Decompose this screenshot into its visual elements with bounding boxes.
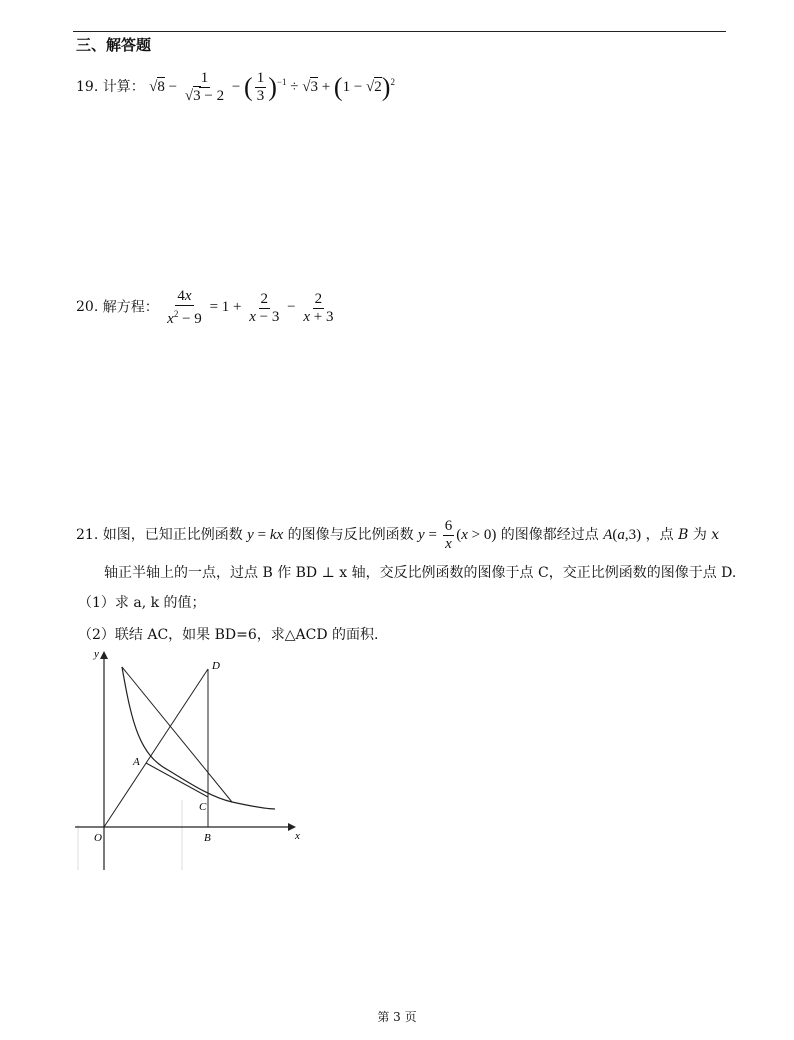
text-segment: 的图像与反比例函数 bbox=[287, 526, 414, 543]
text-segment: ，点 bbox=[645, 526, 674, 543]
question-21-line-1: 21. 如图，已知正比例函数 y = kx 的图像与反比例函数 y = $\frac{6}{x}$ (x > 0) 的图像都经过点 A(a,3) ，点 B 为 x bbox=[76, 518, 720, 552]
question-19 bbox=[76, 70, 395, 105]
header-rule bbox=[73, 31, 726, 32]
question-21-line-2: 轴正半轴上的一点，过点 B 作 BD ⊥ x 轴，交反比例函数的图像于点 C，交正比例函数的图像于点 D. bbox=[104, 565, 737, 581]
math-point-a: A(a,3) bbox=[603, 526, 642, 543]
question-number: 20. bbox=[76, 299, 99, 316]
question-number: 19. bbox=[76, 78, 99, 95]
y-axis-arrow bbox=[100, 651, 108, 659]
question-20 bbox=[76, 288, 337, 328]
math-expression: √8 − $\frac{1}{√3 - 2}$ − ( $\frac{1}{3}$ )$^{-1} \div √3 + (1 - √2)^2$ bbox=[149, 70, 395, 104]
label-b: B bbox=[204, 832, 211, 844]
label-c: C bbox=[199, 801, 207, 813]
line-direct-proportion bbox=[104, 669, 208, 827]
label-o: O bbox=[94, 832, 102, 844]
math-inverse: y = $\frac{6}{x}$ (x > 0) bbox=[418, 518, 497, 552]
question-prompt: 解方程： bbox=[102, 299, 159, 316]
text-segment: 为 bbox=[692, 526, 707, 543]
section-title: 三、解答题 bbox=[76, 36, 152, 54]
label-y: y bbox=[94, 648, 99, 660]
coordinate-figure bbox=[70, 645, 310, 875]
page-footer: 第 3 页 bbox=[377, 1010, 417, 1024]
label-x: x bbox=[295, 830, 300, 842]
math-expression: $\frac{4x}{x^2 - 9}$ = 1 + $\frac{2}{x - 3}$ − $\frac{2}{x + 3}$ bbox=[167, 288, 334, 327]
label-a: A bbox=[133, 756, 140, 768]
question-prompt: 计算： bbox=[102, 78, 145, 95]
text-segment: 如图，已知正比例函数 bbox=[102, 526, 243, 543]
question-21-part-2: （2）联结 AC，如果 BD=6，求△ACD 的面积. bbox=[78, 627, 379, 643]
question-21-part-1: （1）求 a, k 的值； bbox=[78, 595, 206, 611]
segment-ac bbox=[146, 763, 208, 797]
question-number: 21. bbox=[76, 526, 99, 543]
math-direct: y = kx bbox=[247, 526, 284, 543]
label-d: D bbox=[212, 660, 220, 672]
text-segment: 的图像都经过点 bbox=[500, 526, 599, 543]
hyperbola-curve bbox=[122, 667, 275, 809]
